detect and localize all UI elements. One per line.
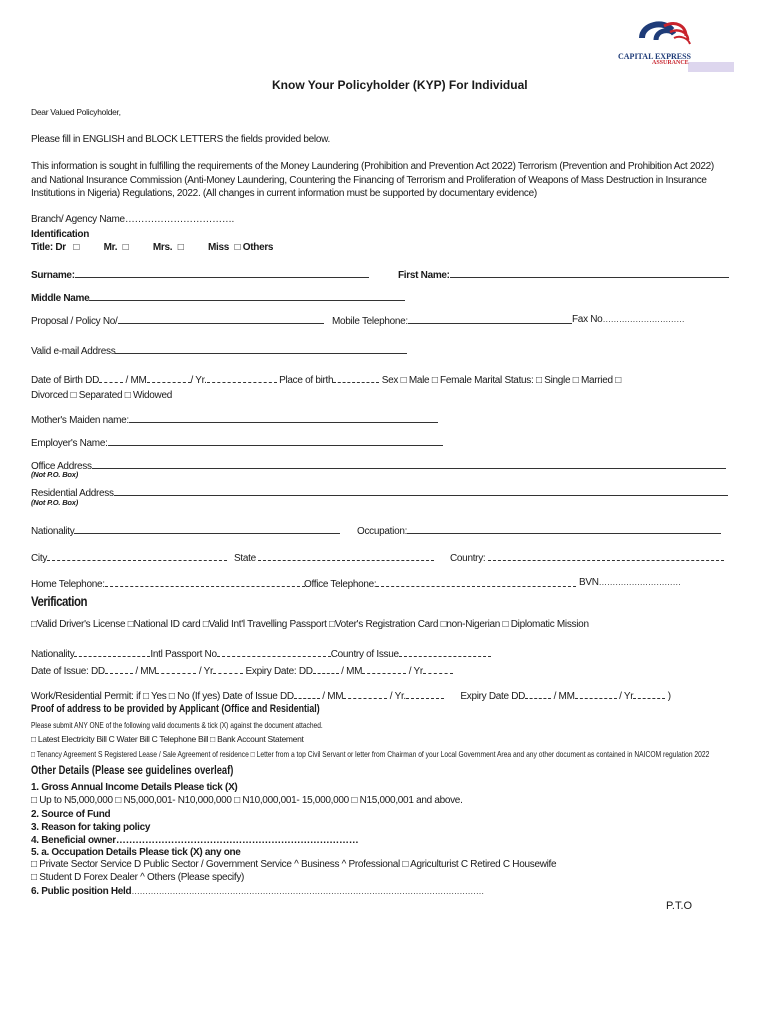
permit-expiry-mm-line[interactable] [575,689,617,699]
mobile-label: Mobile Telephone: [332,316,408,327]
mother-label: Mother's Maiden name: [31,415,129,426]
intro-line-3: Institutions in Nigeria) Regulations, 2022. (All changes in current information must be supported by documentary evidence) [31,188,537,199]
issue-mm-line[interactable] [156,664,196,674]
first-name-label: First Name: [398,270,450,281]
country-label: Country: [450,553,486,564]
title-row [31,242,273,253]
email-line[interactable] [115,344,407,354]
occupation-options-1[interactable]: □ Private Sector Service D Public Sector / Government Service ^ Business ^ Professional □ Agriculturist C Retired C Housewife [31,859,557,870]
divorced-checkbox[interactable]: □ [70,390,77,401]
nationality2-label: Nationality [31,649,75,660]
expiry-yr-label: / Yr [408,666,423,677]
proposal-line[interactable] [118,314,324,324]
fax-field[interactable] [572,314,684,325]
expiry-dd-line[interactable] [313,664,339,674]
fax-label: Fax No [572,314,603,325]
source-fund-label: 2. Source of Fund [31,809,111,820]
expiry-mm-line[interactable] [362,664,406,674]
expiry-mm-label: / MM [341,666,363,677]
dob-dd-line[interactable] [99,373,123,383]
office-tel-field[interactable] [304,577,576,590]
marital-label: Marital Status: [474,375,534,386]
permit-dd-line[interactable] [294,689,320,699]
issue-mm-label: / MM [135,666,157,677]
proof-options-1[interactable]: □ Latest Electricity Bill C Water Bill C Telephone Bill □ Bank Account Statement [31,734,304,744]
nationality-field[interactable] [31,524,340,537]
sex-label: Sex [381,375,399,386]
permit-expiry-label: Expiry Date DD [460,691,526,702]
occupation-line[interactable] [407,524,721,534]
widowed-label: Widowed [132,390,172,401]
occupation-heading: 5. a. Occupation Details Please tick (X) any one [31,847,241,858]
verification-heading: Verification [31,593,87,609]
bvn-label: BVN [579,577,599,588]
greeting: Dear Valued Policyholder, [31,107,121,117]
logo-text-line2: ASSURANCE [652,60,689,66]
income-heading: 1. Gross Annual Income Details Please tick (X) [31,782,238,793]
beneficial-field[interactable] [31,835,358,846]
occupation-options-2[interactable]: □ Student D Forex Dealer ^ Others (Please specify) [31,872,245,883]
title-miss-checkbox[interactable]: □ [234,242,241,253]
divorced-label: Divorced [31,390,69,401]
permit-expiry-dd-line[interactable] [525,689,551,699]
title-dr-checkbox[interactable]: □ [73,242,80,253]
permit-expiry-yr-label: / Yr [619,691,634,702]
home-tel-field[interactable] [31,577,305,590]
female-checkbox[interactable]: □ [431,375,438,386]
country-line[interactable] [488,551,724,561]
id-options[interactable]: □Valid Driver's License □National ID card □Valid Int'l Travelling Passport □Voter's Registration Card □non-Nigerian □ Diplomatic Mission [31,619,589,630]
email-label: Valid e-mail Address [31,346,116,357]
intro-line-1: This information is sought in fulfilling the requirements of the Money Laundering (Prohibition and Prevention Act 2022) Terrorism (Prevention and Prohibition Act 2022) [31,161,714,172]
proof-heading: Proof of address to be provided by Applicant (Office and Residential) [31,703,320,715]
country-issue-label: Country of Issue [330,649,399,660]
nationality2-row [31,647,491,660]
logo-text-line1: CAPITAL EXPRESS [618,52,691,61]
middle-name-line[interactable] [89,291,405,301]
female-label: Female [440,375,472,386]
proposal-label: Proposal / Policy No/ [31,316,118,327]
fax-dots: ………………………… [602,314,685,324]
dob-mm-line[interactable] [147,373,191,383]
title-mrs-label: Mrs. [152,242,173,253]
expiry-yr-line[interactable] [423,664,453,674]
office-tel-label: Office Telephone: [304,579,377,590]
surname-label: Surname: [31,270,75,281]
expiry-dd-label: Expiry Date: DD [245,666,313,677]
occupation-label: Occupation: [357,526,408,537]
intl-passport-label: Intl Passport No [150,649,217,660]
middle-name-label: Middle Name [31,293,90,304]
first-name-field[interactable] [398,268,729,281]
title-label: Title: Dr [31,242,66,253]
instruction: Please fill in ENGLISH and BLOCK LETTERS the fields provided below. [31,134,330,145]
place-birth-label: Place of birth [279,375,334,386]
issue-dd-label: Date of Issue: DD [31,666,105,677]
dob-row [31,373,621,386]
dob-yr-line[interactable] [207,373,277,383]
bvn-dots: ………………………… [598,577,681,587]
issue-dd-line[interactable] [105,664,133,674]
title-mr-label: Mr. [103,242,118,253]
city-field[interactable] [31,551,227,564]
page-title: Know Your Policyholder (KYP) For Individual [272,78,528,92]
home-tel-label: Home Telephone: [31,579,105,590]
office-tel-line[interactable] [376,577,576,587]
dob-mm-label: / MM [125,375,147,386]
permit-label[interactable]: Work/Residential Permit: if □ Yes □ No (If yes) Date of Issue DD [31,691,294,702]
country-field[interactable] [450,551,724,564]
permit-yr-label: / Yr. [389,691,406,702]
issue-yr-line[interactable] [213,664,243,674]
income-options[interactable]: □ Up to N5,000,000 □ N5,000,001- N10,000,000 □ N10,000,001- 15,000,000 □ N15,000,001 and above. [31,795,463,806]
nationality-label: Nationality [31,526,75,537]
public-position-label: 6. Public position Held [31,886,132,897]
nationality-line[interactable] [74,524,340,534]
permit-row [31,689,671,702]
permit-mm-line[interactable] [343,689,387,699]
permit-end: ) [667,691,671,702]
surname-field[interactable] [31,268,369,281]
public-position-dots: ………………………………………………………………………………………………………………… [131,886,484,896]
residential-field[interactable] [31,486,728,499]
dob-yr-label: / Yr. [190,375,207,386]
marital-row-2 [31,390,172,401]
residential-not-po-note: (Not P.O. Box) [31,498,79,507]
other-details-heading: Other Details (Please see guidelines overleaf) [31,763,234,777]
reason-label: 3. Reason for taking policy [31,822,151,833]
single-checkbox[interactable]: □ [535,375,542,386]
separated-checkbox[interactable]: □ [124,390,131,401]
email-field[interactable] [31,344,407,357]
bvn-field[interactable] [579,577,681,588]
beneficial-label: 4. Beneficial owner [31,835,116,846]
office-address-line[interactable] [92,459,726,469]
nationality2-line[interactable] [74,647,150,657]
pto-label: P.T.O [666,900,693,912]
title-mr-checkbox[interactable]: □ [122,242,129,253]
city-label: City [31,553,48,564]
permit-yr-line[interactable] [406,689,444,699]
permit-expiry-yr-line[interactable] [633,689,665,699]
city-line[interactable] [47,551,227,561]
male-label: Male [408,375,430,386]
male-checkbox[interactable]: □ [400,375,407,386]
branch-dots: ……………………………. [124,214,234,225]
state-line[interactable] [258,551,434,561]
proof-note: Please submit ANY ONE of the following valid documents & tick (X) against the document attached. [31,720,323,730]
employer-field[interactable] [31,436,443,449]
home-tel-line[interactable] [105,577,305,587]
intl-passport-line[interactable] [217,647,331,657]
married-label: Married [580,375,613,386]
dob-label: Date of Birth DD [31,375,100,386]
public-position-field[interactable] [31,886,484,897]
occupation-field[interactable] [357,524,721,537]
country-issue-line[interactable] [399,647,491,657]
married-trailing-checkbox[interactable]: □ [615,375,621,386]
proof-options-2[interactable]: □ Tenancy Agreement S Registered Lease / Sale Agreement of residence □ Letter from a top Civil Servant or letter from Chairman of your Local Government Area and any other document as contained in NAICOM regulation 2022 [31,749,710,759]
married-checkbox[interactable]: □ [572,375,579,386]
issue-date-row [31,664,453,677]
title-mrs-checkbox[interactable]: □ [177,242,184,253]
place-birth-line[interactable] [333,373,379,383]
permit-mm-label: / MM [322,691,344,702]
branch-label: Branch/ Agency Name [31,214,125,225]
office-address-field[interactable] [31,459,726,472]
intro-line-2: and National Insurance Commission (Anti-Money Laundering, Countering the Financing of Terrorism and Proliferation of Weapons of Mass Destruction in Insurance [31,175,707,186]
issue-yr-label: / Yr [198,666,214,677]
title-others-label: Others [242,242,274,253]
office-not-po-note: (Not P.O. Box) [31,470,79,479]
residential-label: Residential Address [31,488,114,499]
employer-label: Employer's Name: [31,438,108,449]
state-label: State [234,553,256,564]
mobile-field[interactable] [332,314,572,327]
branch-field[interactable] [31,214,234,225]
beneficial-dots: ………………………………………………………………… [115,835,359,846]
state-field[interactable] [234,551,434,564]
mother-field[interactable] [31,413,438,426]
identification-heading: Identification [31,229,90,240]
title-miss-label: Miss [208,242,230,253]
office-address-label: Office Address [31,461,92,472]
permit-expiry-mm-label: / MM [553,691,575,702]
employer-line[interactable] [108,436,443,446]
mobile-line[interactable] [408,314,572,324]
residential-line[interactable] [114,486,728,496]
company-logo [612,16,734,72]
separated-label: Separated [78,390,123,401]
mother-line[interactable] [129,413,438,423]
proposal-field[interactable] [31,314,324,327]
middle-name-field[interactable] [31,291,405,304]
first-name-line[interactable] [450,268,729,278]
surname-line[interactable] [75,268,369,278]
single-label: Single [544,375,571,386]
